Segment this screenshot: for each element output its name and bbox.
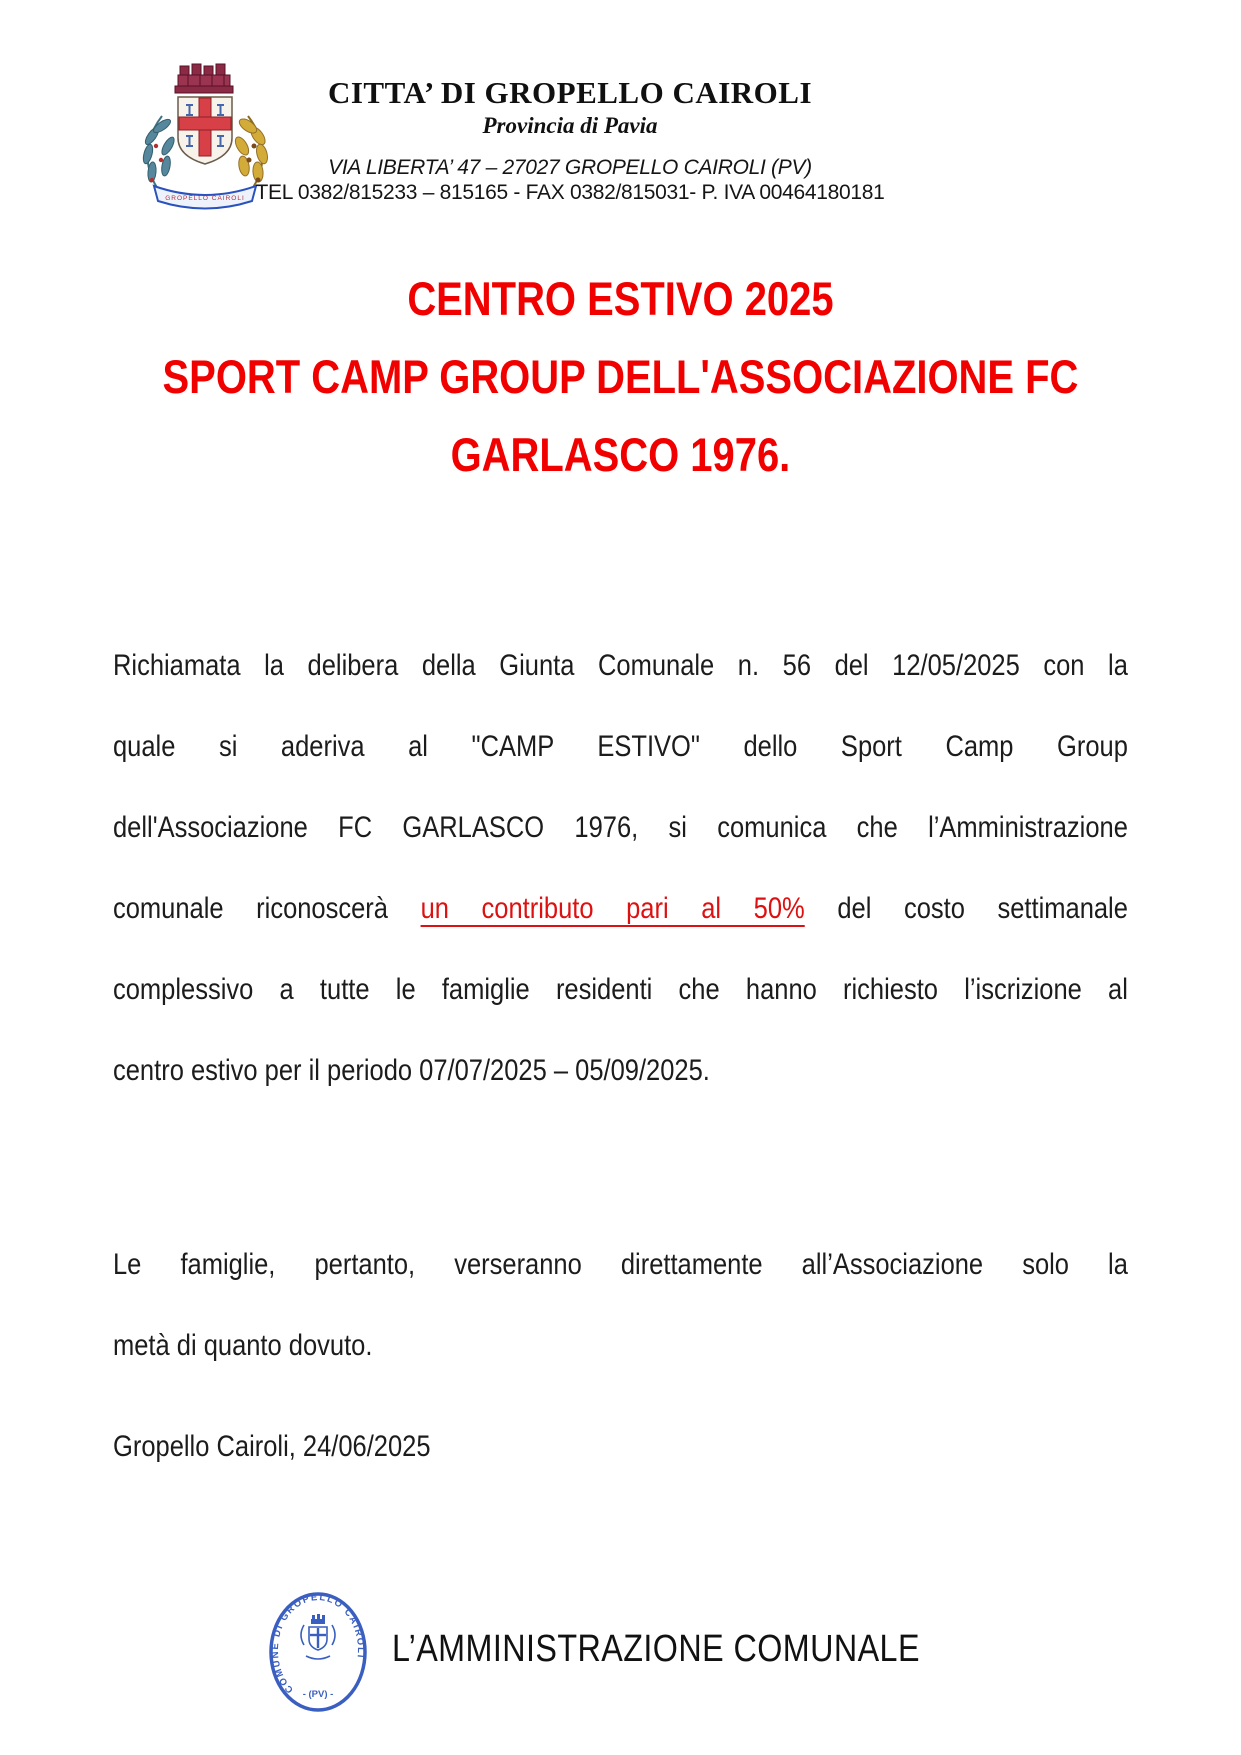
body-text-segment: metà di quanto dovuto.: [113, 1329, 373, 1362]
organization-name: CITTA’ DI GROPELLO CAIROLI: [327, 75, 813, 110]
body-text-segment: dell'Associazione FC GARLASCO 1976, si comunica che l’Amministrazione: [113, 811, 1128, 844]
address-line: VIA LIBERTA’ 47 – 27027 GROPELLO CAIROLI (PV): [328, 156, 812, 179]
body-line: [113, 868, 1128, 949]
title-line-1: CENTRO ESTIVO 2025: [407, 272, 834, 325]
body-line: [113, 1030, 1128, 1111]
body-text-segment: quale si aderiva al "CAMP ESTIVO" dello Sport Camp Group: [113, 730, 1128, 763]
signature-line: L’AMMINISTRAZIONE COMUNALE: [392, 1628, 920, 1670]
body-text-segment: Gropello Cairoli, 24/06/2025: [113, 1430, 431, 1463]
stamp-bottom-text: - (PV) -: [302, 1689, 334, 1700]
body-text-segment: Richiamata la delibera della Giunta Comunale n. 56 del 12/05/2025 con la: [113, 649, 1128, 682]
body-line: [113, 625, 1128, 706]
province-subtitle: Provincia di Pavia: [482, 113, 658, 138]
paragraph-2: [113, 1224, 1128, 1386]
municipal-stamp: [266, 1589, 370, 1716]
body-line: [113, 949, 1128, 1030]
stamp-emblem-icon: [301, 1614, 335, 1659]
body-line: [113, 1406, 1128, 1487]
ribbon-text: GROPELLO CAIROLI: [165, 195, 245, 202]
body-line: [113, 706, 1128, 787]
notice-title: [113, 260, 1128, 494]
body-text-segment: del costo settimanale: [837, 892, 1128, 925]
stamp-ring-text: COMUNE DI GROPELLO CAIROLI: [269, 1591, 367, 1696]
body-text-segment: comunale riconoscerà: [113, 892, 388, 925]
paragraph-1: [113, 625, 1128, 1111]
title-line-3: GARLASCO 1976.: [450, 428, 791, 481]
body-line: [113, 1305, 1128, 1386]
body-text-segment: complessivo a tutte le famiglie residenti che hanno richiesto l’iscrizione al: [113, 973, 1128, 1006]
body-line: [113, 787, 1128, 868]
contact-line: TEL 0382/815233 – 815165 - FAX 0382/815031- P. IVA 00464180181: [255, 181, 885, 204]
body-line: [113, 1224, 1128, 1305]
title-line-2: SPORT CAMP GROUP DELL'ASSOCIAZIONE FC: [162, 350, 1079, 403]
highlighted-contribution-text: un contributo pari al 50%: [420, 892, 805, 925]
body-text-segment: centro estivo per il periodo 07/07/2025 – 05/09/2025.: [113, 1054, 710, 1087]
letterhead: [150, 74, 990, 205]
place-date-line: [113, 1406, 1128, 1487]
body-text-segment: Le famiglie, pertanto, verseranno direttamente all’Associazione solo la: [113, 1248, 1128, 1281]
